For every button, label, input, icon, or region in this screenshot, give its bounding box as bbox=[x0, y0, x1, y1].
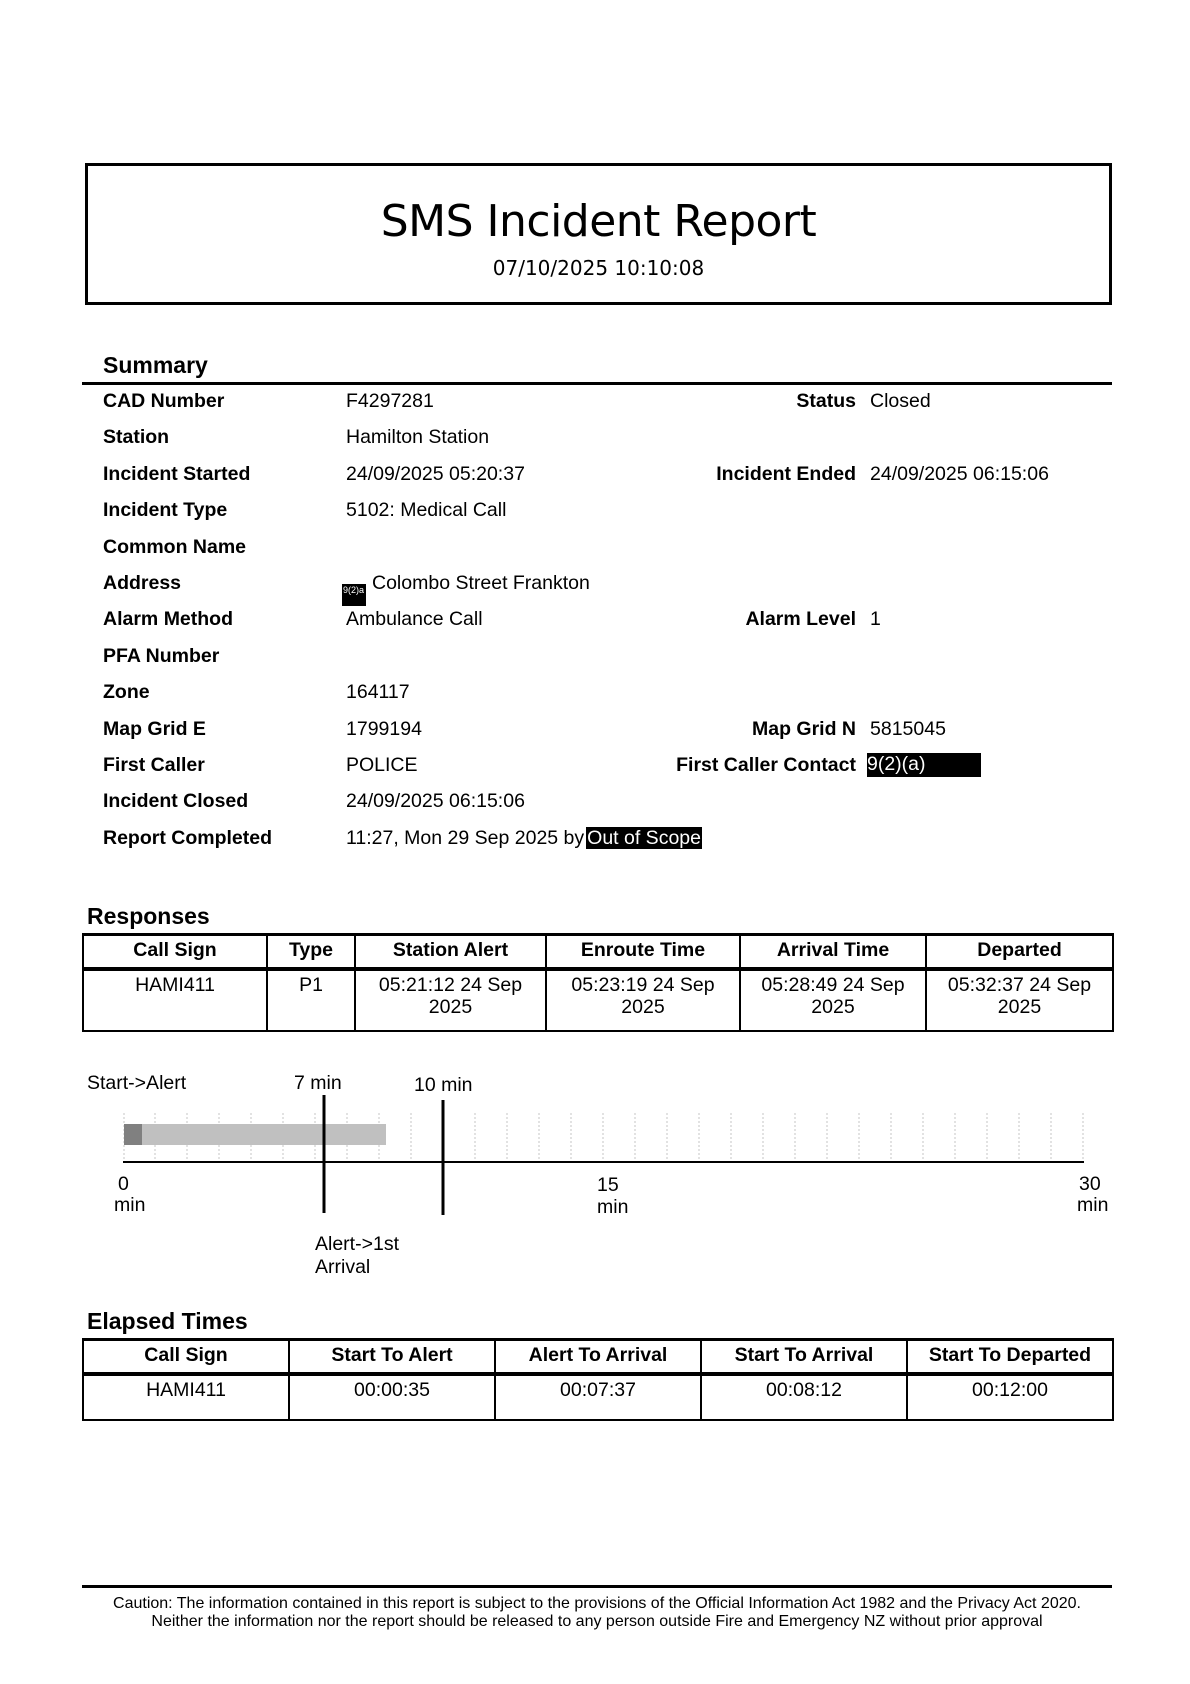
col-arrival-time: Arrival Time bbox=[740, 935, 926, 970]
arrival-time-cell bbox=[740, 969, 926, 1031]
station-alert-time: 05:21:12 24 Sep bbox=[378, 974, 523, 996]
map-grid-n-label: Map Grid N bbox=[751, 718, 856, 740]
common-name-label: Common Name bbox=[103, 536, 247, 558]
incident-started-value: 24/09/2025 05:20:37 bbox=[346, 463, 525, 485]
address-label: Address bbox=[103, 572, 182, 594]
responses-heading: Responses bbox=[87, 903, 210, 929]
incident-closed-value: 24/09/2025 06:15:06 bbox=[346, 790, 525, 812]
chart-gridlines bbox=[124, 1113, 1083, 1160]
report-title: SMS Incident Report bbox=[380, 196, 817, 247]
tick-30-value: 30 bbox=[1079, 1173, 1101, 1195]
footer-caution-line1: Caution: The information contained in this report is subject to the provisions of the Official Information Act 1982 and the Privacy Act 2020. bbox=[113, 1595, 1081, 1612]
incident-type-value: 5102: Medical Call bbox=[346, 499, 507, 521]
report-header bbox=[85, 163, 1112, 305]
zone-label: Zone bbox=[103, 681, 150, 703]
col-alert-to-arrival: Alert To Arrival bbox=[495, 1340, 701, 1375]
arrival-time-year: 2025 bbox=[811, 996, 855, 1018]
col-enroute-time: Enroute Time bbox=[546, 935, 740, 970]
address-redaction: 9(2)a bbox=[342, 584, 366, 606]
ref-label-7-min: 7 min bbox=[294, 1072, 342, 1094]
tick-0-value: 0 bbox=[118, 1173, 129, 1195]
col-call-sign: Call Sign bbox=[83, 1340, 289, 1375]
col-type: Type bbox=[267, 935, 355, 970]
address-text: Colombo Street Frankton bbox=[372, 572, 590, 594]
incident-started-label: Incident Started bbox=[103, 463, 251, 485]
call-sign-cell: HAMI411 bbox=[83, 1374, 289, 1420]
footer-divider bbox=[82, 1585, 1112, 1588]
report-completed-label: Report Completed bbox=[103, 827, 273, 849]
arrival-time-time: 05:28:49 24 Sep bbox=[761, 974, 905, 996]
legend-alert-arrival-line1: Alert->1st bbox=[315, 1233, 399, 1255]
bar-start-to-alert bbox=[124, 1124, 142, 1145]
cad-number-value: F4297281 bbox=[346, 390, 434, 412]
first-caller-label: First Caller bbox=[103, 754, 205, 776]
ref-label-10-min: 10 min bbox=[414, 1074, 473, 1096]
elapsed-heading: Elapsed Times bbox=[87, 1308, 248, 1334]
alarm-method-label: Alarm Method bbox=[103, 608, 234, 630]
legend-alert-arrival-line2: Arrival bbox=[315, 1256, 371, 1278]
alarm-level-value: 1 bbox=[870, 608, 881, 630]
col-departed: Departed bbox=[926, 935, 1113, 970]
col-start-to-departed: Start To Departed bbox=[907, 1340, 1113, 1375]
responses-header-row bbox=[83, 935, 1113, 970]
status-label: Status bbox=[796, 390, 856, 412]
pfa-number-label: PFA Number bbox=[103, 645, 220, 667]
start-to-arrival-cell: 00:08:12 bbox=[701, 1374, 907, 1420]
station-value: Hamilton Station bbox=[346, 426, 490, 448]
responses-table bbox=[82, 933, 1114, 1032]
first-caller-contact-redaction: 9(2)(a) bbox=[867, 753, 981, 777]
tick-15-value: 15 bbox=[597, 1174, 619, 1196]
alarm-method-value: Ambulance Call bbox=[346, 608, 483, 630]
start-to-alert-cell: 00:00:35 bbox=[289, 1374, 495, 1420]
report-completed-text: 11:27, Mon 29 Sep 2025 by bbox=[346, 827, 585, 849]
tick-15-unit: min bbox=[597, 1196, 629, 1218]
col-start-to-alert: Start To Alert bbox=[289, 1340, 495, 1375]
enroute-time-time: 05:23:19 24 Sep bbox=[571, 974, 715, 996]
start-to-departed-cell: 00:12:00 bbox=[907, 1374, 1113, 1420]
cad-number-label: CAD Number bbox=[103, 390, 225, 412]
col-station-alert: Station Alert bbox=[355, 935, 546, 970]
call-sign-cell: HAMI411 bbox=[83, 969, 267, 1031]
address-value bbox=[342, 572, 590, 606]
incident-closed-label: Incident Closed bbox=[103, 790, 249, 812]
col-call-sign: Call Sign bbox=[83, 935, 267, 970]
report-generated-timestamp: 07/10/2025 10:10:08 bbox=[492, 256, 705, 280]
incident-ended-label: Incident Ended bbox=[716, 463, 856, 485]
elapsed-header-row bbox=[83, 1340, 1113, 1375]
station-alert-cell bbox=[355, 969, 546, 1031]
type-cell: P1 bbox=[267, 969, 355, 1031]
table-row bbox=[83, 1374, 1113, 1420]
report-completed-value bbox=[346, 827, 702, 850]
first-caller-contact-label: First Caller Contact bbox=[676, 754, 856, 776]
report-completed-redaction: Out of Scope bbox=[587, 827, 701, 849]
map-grid-e-value: 1799194 bbox=[346, 718, 422, 740]
footer-caution-line2: Neither the information nor the report should be released to any person outside Fire and Emergency NZ without prior approval bbox=[151, 1613, 1043, 1630]
station-alert-year: 2025 bbox=[428, 996, 473, 1018]
summary-divider bbox=[82, 382, 1112, 385]
tick-30-unit: min bbox=[1077, 1194, 1109, 1216]
departed-year: 2025 bbox=[997, 996, 1042, 1018]
alarm-level-label: Alarm Level bbox=[745, 608, 856, 630]
elapsed-times-table bbox=[82, 1338, 1114, 1421]
table-row bbox=[83, 969, 1113, 1031]
bar-alert-to-arrival bbox=[124, 1124, 386, 1145]
col-start-to-arrival: Start To Arrival bbox=[701, 1340, 907, 1375]
departed-cell bbox=[926, 969, 1113, 1031]
map-grid-n-value: 5815045 bbox=[870, 718, 946, 740]
first-caller-value: POLICE bbox=[346, 754, 418, 776]
enroute-time-cell bbox=[546, 969, 740, 1031]
incident-type-label: Incident Type bbox=[103, 499, 228, 521]
alert-to-arrival-cell: 00:07:37 bbox=[495, 1374, 701, 1420]
summary-heading: Summary bbox=[103, 352, 208, 378]
zone-value: 164117 bbox=[346, 681, 410, 703]
enroute-time-year: 2025 bbox=[621, 996, 665, 1018]
tick-0-unit: min bbox=[114, 1194, 146, 1216]
status-value: Closed bbox=[870, 390, 931, 412]
legend-start-alert: Start->Alert bbox=[87, 1072, 187, 1094]
departed-time: 05:32:37 24 Sep bbox=[947, 974, 1092, 996]
incident-ended-value: 24/09/2025 06:15:06 bbox=[870, 463, 1049, 485]
map-grid-e-label: Map Grid E bbox=[103, 718, 206, 740]
station-label: Station bbox=[103, 426, 170, 448]
